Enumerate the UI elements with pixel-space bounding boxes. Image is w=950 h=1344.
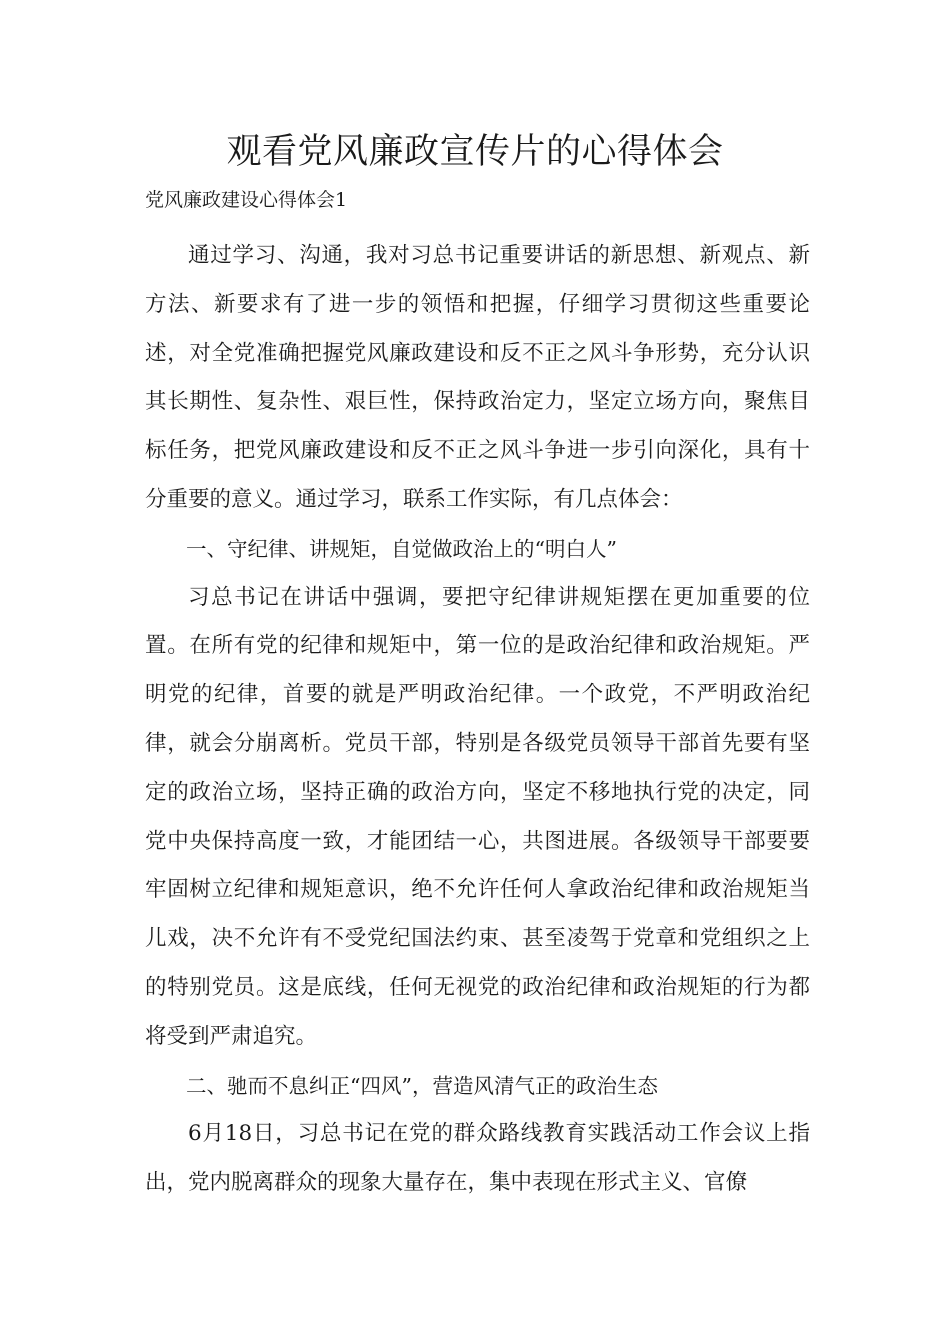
document-title: 观看党风廉政宣传片的心得体会	[226, 132, 724, 172]
paragraph-intro: 通过学习、沟通，我对习总书记重要讲话的新思想、新观点、新方法、新要求有了进一步的领悟和把握，仔细学习贯彻这些重要论述，对全党准确把握党风廉政建设和反不正之风斗争形势，充分认识其长期性、复杂性、艰巨性，保持政治定力，坚定立场方向，聚焦目标任务，把党风廉政建设和反不正之风斗争进一步引向深化，具有十分重要的意义。通过学习，联系工作实际，有几点体会：	[145, 243, 810, 512]
section-heading-2: 二、驰而不息纠正“四风”，营造风清气正的政治生态	[186, 1073, 658, 1098]
section-heading-1: 一、守纪律、讲规矩，自觉做政治上的“明白人”	[186, 536, 617, 561]
paragraph-section-1: 习总书记在讲话中强调，要把守纪律讲规矩摆在更加重要的位置。在所有党的纪律和规矩中，第一位的是政治纪律和政治规矩。严明党的纪律，首要的就是严明政治纪律。一个政党，不严明政治纪律，就会分崩离析。党员干部，特别是各级党员领导干部首先要有坚定的政治立场，坚持正确的政治方向，坚定不移地执行党的决定，同党中央保持高度一致，才能团结一心，共图进展。各级领导干部要要牢固树立纪律和规矩意识，绝不允许任何人拿政治纪律和政治规矩当儿戏，决不允许有不受党纪国法约束、甚至凌驾于党章和党组织之上的特别党员。这是底线，任何无视党的政治纪律和政治规矩的行为都将受到严肃追究。	[145, 584, 810, 1049]
document-body	[145, 232, 810, 1208]
paragraph-section-2: 6月18日，习总书记在党的群众路线教育实践活动工作会议上指出，党内脱离群众的现象大量存在，集中表现在形式主义、官僚	[145, 1121, 810, 1196]
document-subtitle: 党风廉政建设心得体会1	[145, 189, 348, 211]
